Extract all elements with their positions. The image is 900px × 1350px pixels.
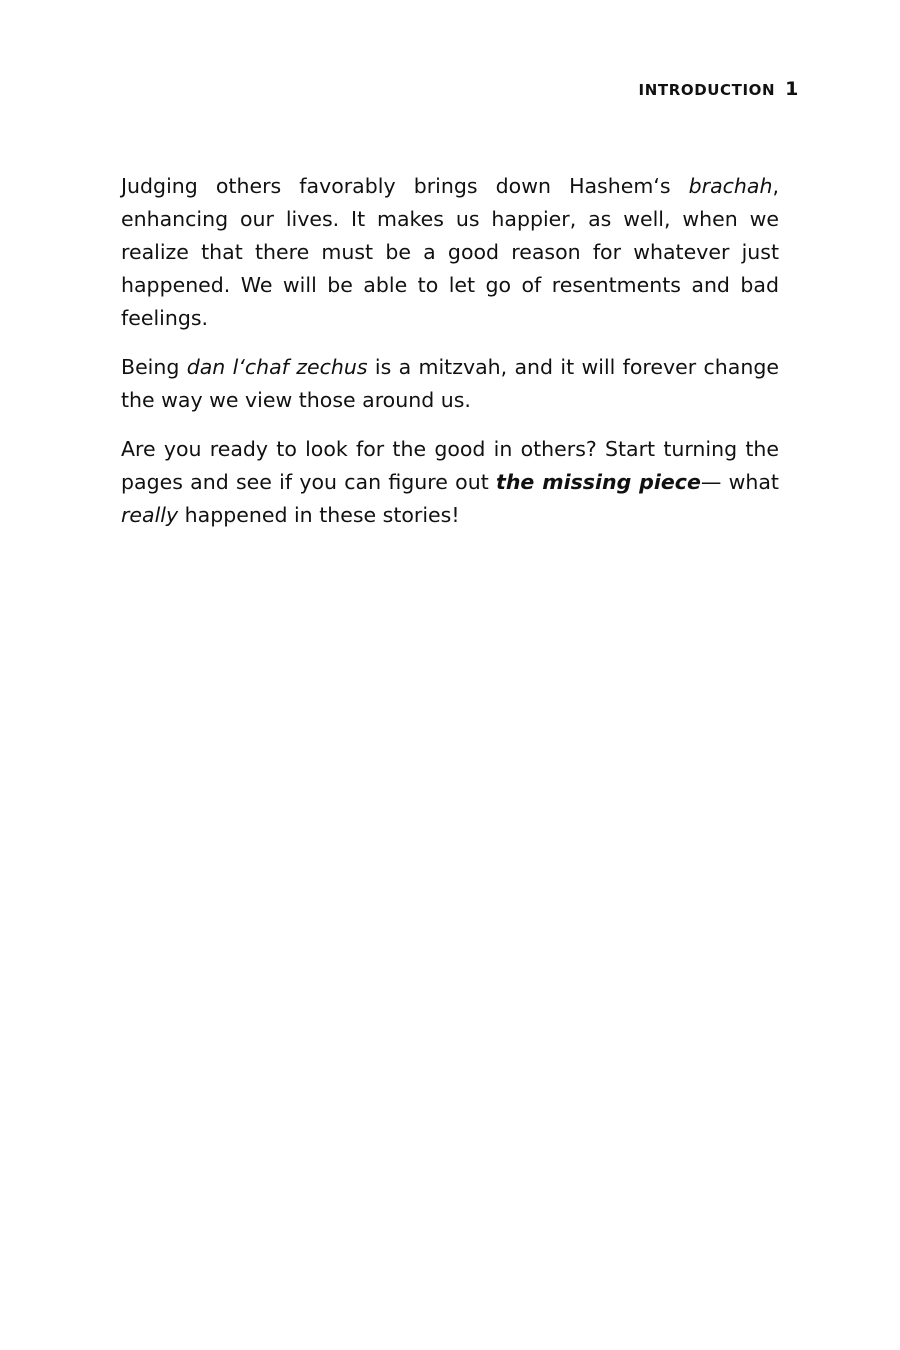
paragraph-3-bold-italic-phrase: the missing piece (496, 470, 701, 494)
section-title: INTRODUCTION (638, 81, 776, 99)
paragraph-3-text-e: happened in these stories! (178, 503, 460, 527)
paragraph-1 (121, 170, 779, 335)
paragraph-1-italic-term: brachah (688, 174, 773, 198)
paragraph-2-text-c: is a mitzvah, and it will forever change the way we view those around us. (121, 355, 779, 412)
paragraph-2-text-a: Being (121, 355, 187, 379)
running-header (639, 78, 799, 100)
paragraph-3-text-a: Are you ready to look for the good in others? Start turning the pages and see if you can figure out (121, 437, 779, 494)
paragraph-3 (121, 433, 779, 532)
paragraph-3-text-c: — what (700, 470, 779, 494)
paragraph-1-text-a: Judging others favorably brings down Hashem‘s (121, 174, 689, 198)
paragraph-2 (121, 351, 779, 417)
paragraph-1-text-c: , enhancing our lives. It makes us happier, as well, when we realize that there must be a good reason for whatever just happened. We will be able to let go of resentments and bad feelings. (121, 174, 779, 330)
paragraph-2-italic-term: dan l‘chaf zechus (186, 355, 368, 379)
body-text (121, 170, 779, 548)
page-number: 1 (785, 78, 799, 100)
paragraph-3-italic-word: really (121, 503, 179, 527)
